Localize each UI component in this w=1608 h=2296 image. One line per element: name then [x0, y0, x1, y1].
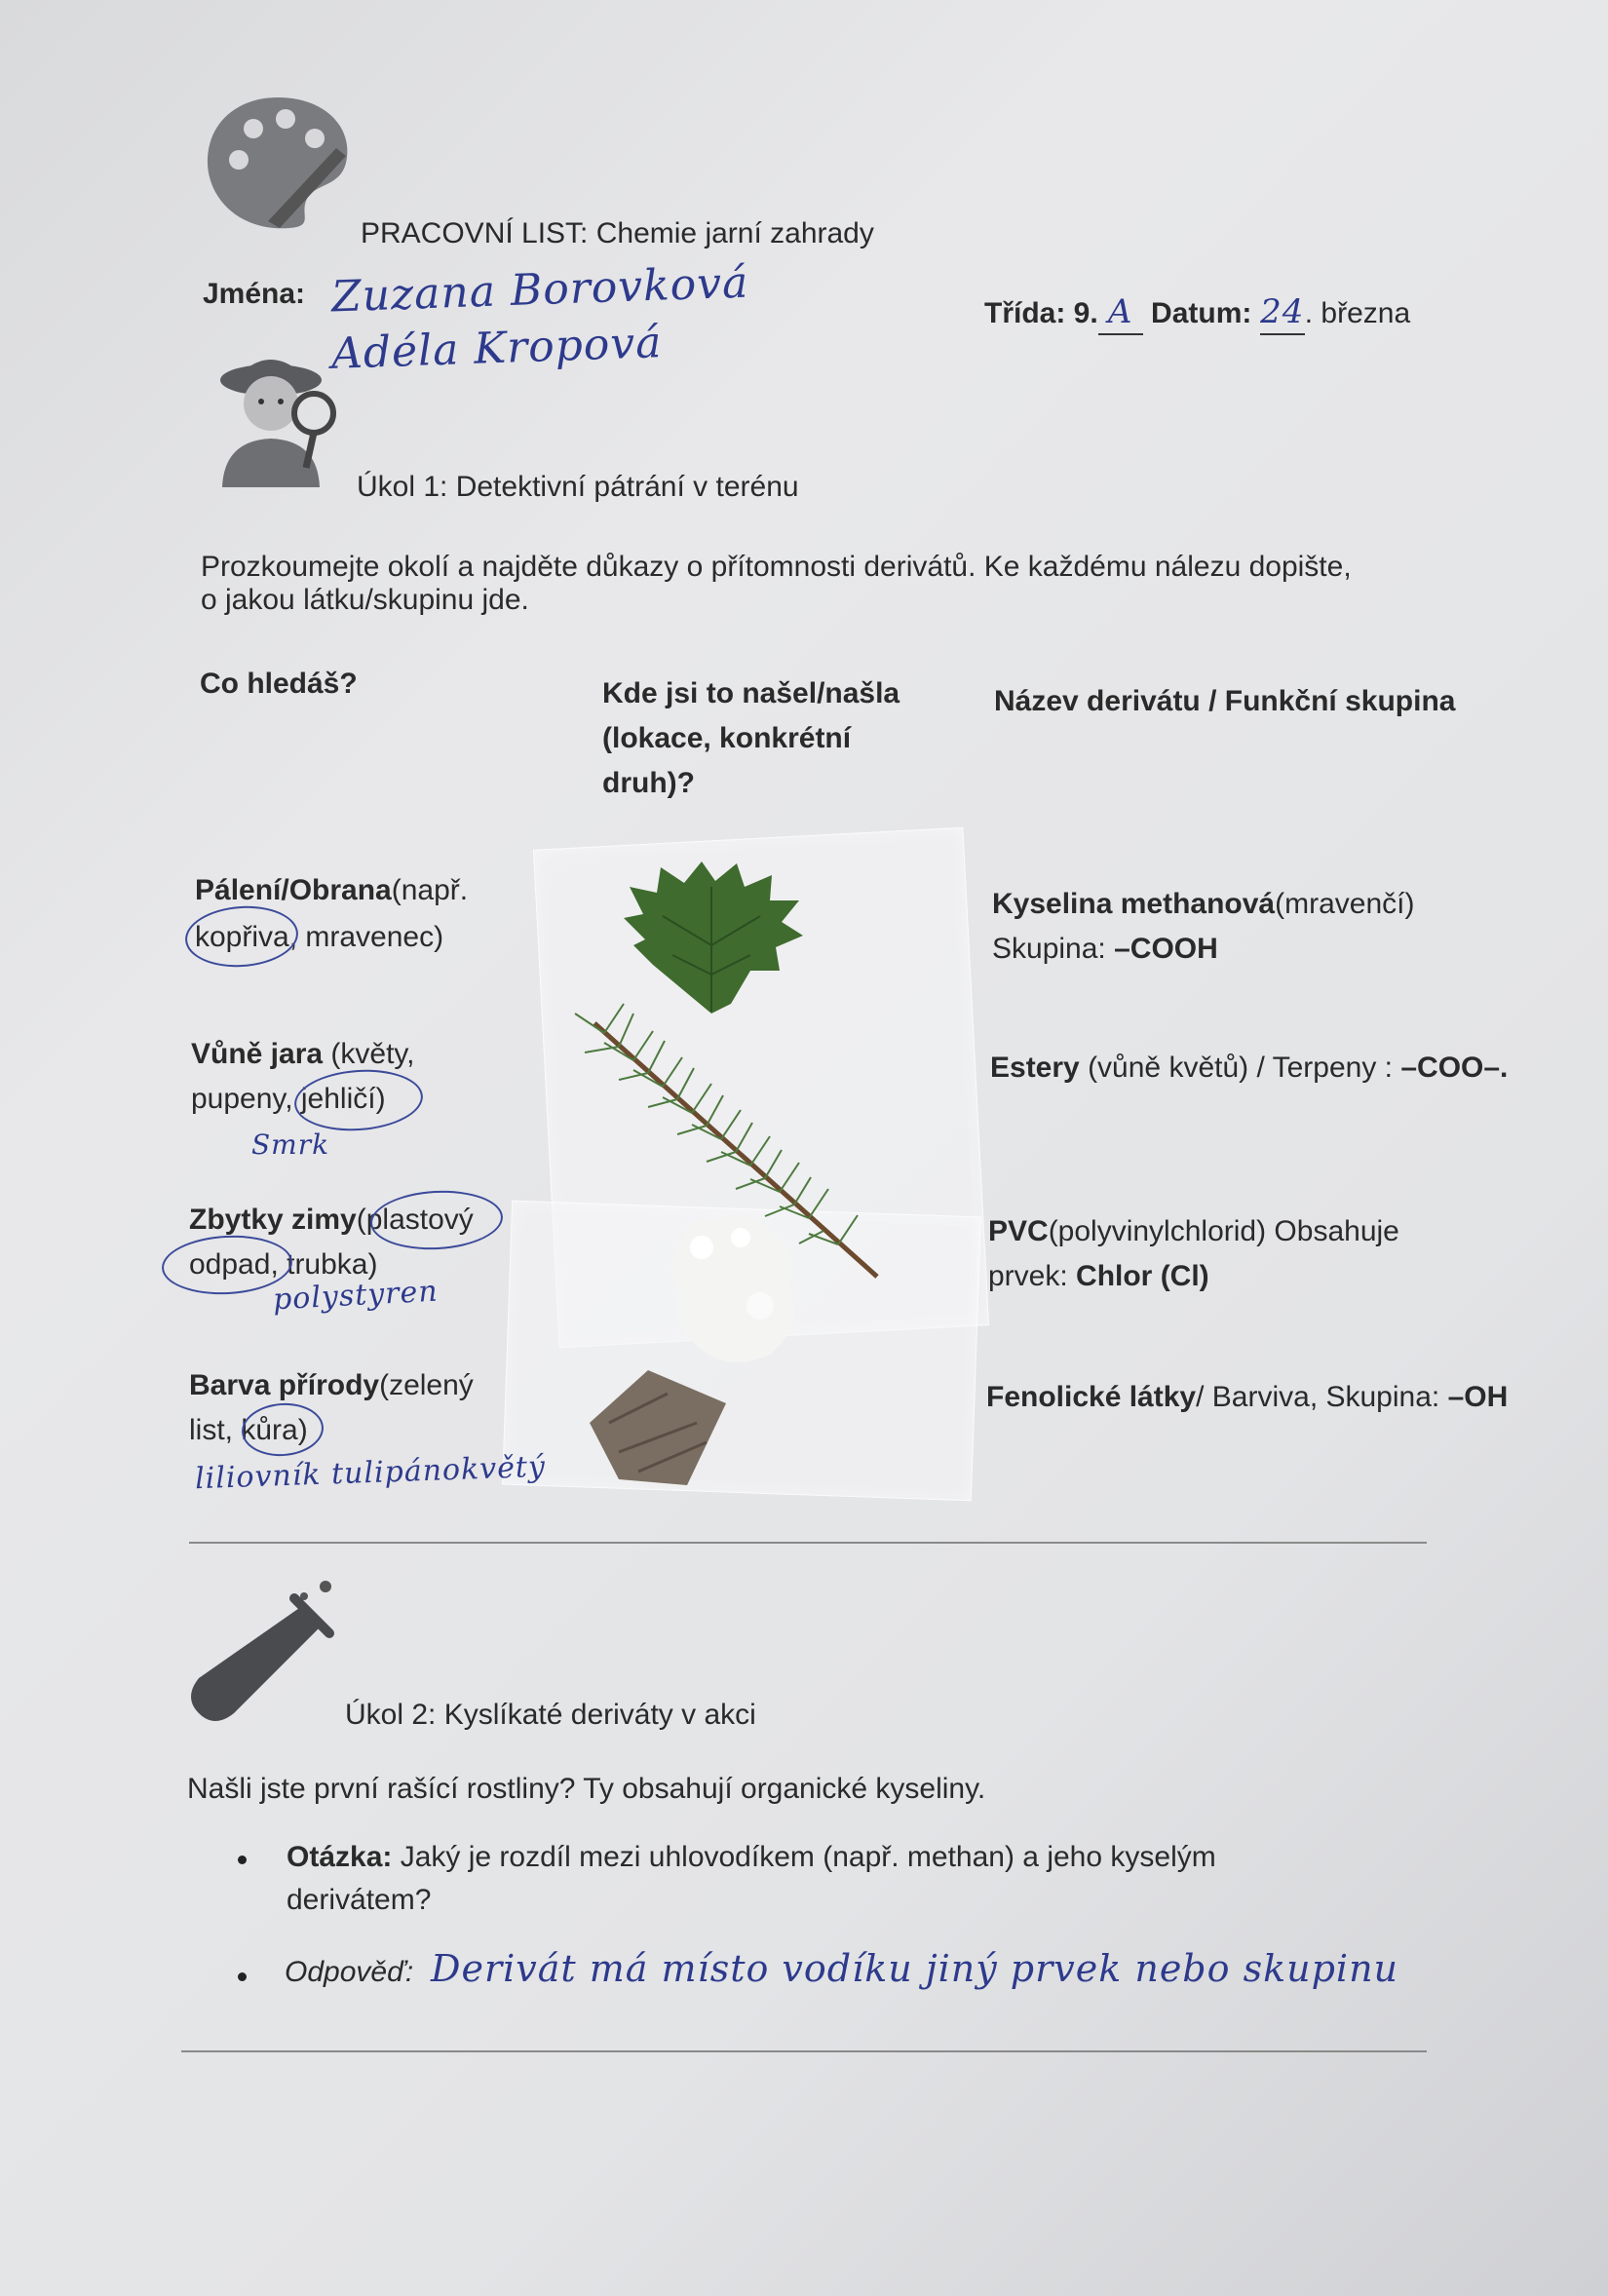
row1-derivative-line1: Kyselina methanová(mravenčí) [992, 888, 1415, 920]
row4-what-line1: Barva přírody(zelený [189, 1369, 474, 1401]
row3-derivative-line2: prvek: Chlor (Cl) [988, 1260, 1209, 1292]
circle-mark [369, 1187, 505, 1252]
bullet [238, 1856, 247, 1864]
col-header-where-2: (lokace, konkrétní [602, 722, 852, 754]
date-value: 24 [1260, 290, 1305, 335]
col-header-where-3: druh)? [602, 767, 695, 799]
worksheet-title: PRACOVNÍ LIST: Chemie jarní zahrady [361, 217, 874, 249]
row4-what-line2: list, kůra) [189, 1414, 308, 1446]
task1-instructions-2: o jakou látku/skupinu jde. [201, 584, 529, 616]
palette-icon [200, 90, 356, 231]
row2-what-line1: Vůně jara (květy, [191, 1038, 415, 1070]
row1-derivative-line2: Skupina: –COOH [992, 933, 1218, 965]
row3-derivative-line1: PVC(polyvinylchlorid) Obsahuje [988, 1215, 1399, 1247]
row3-handwritten: polystyren [272, 1274, 440, 1318]
row2-what-line2: pupeny, jehličí) [191, 1083, 386, 1115]
task2-title: Úkol 2: Kyslíkaté deriváty v akci [345, 1699, 756, 1731]
row2-derivative: Estery (vůně květů) / Terpeny : –COO–. [990, 1052, 1509, 1084]
col-header-derivative: Název derivátu / Funkční skupina [994, 685, 1456, 717]
names-handwritten-1: Zuzana Borovková [330, 257, 750, 323]
row4-derivative: Fenolické látky/ Barviva, Skupina: –OH [986, 1381, 1509, 1413]
row1-what-line2: kopřiva, mravenec) [195, 921, 444, 953]
task1-title: Úkol 1: Detektivní pátrání v terénu [357, 471, 799, 503]
polystyrene-specimen [663, 1208, 809, 1374]
col-header-what: Co hledáš? [200, 668, 358, 700]
names-label: Jména: [203, 278, 306, 310]
question: Otázka: Jaký je rozdíl mezi uhlovodíkem (např. methan) a jeho kyselým [287, 1841, 1216, 1873]
circle-mark [292, 1065, 425, 1134]
names-handwritten-2: Adéla Kropová [330, 318, 664, 379]
row4-handwritten: liliovník tulipánokvětý [194, 1449, 547, 1497]
class-value: A [1098, 290, 1143, 335]
divider [189, 1542, 1427, 1544]
divider [181, 2050, 1427, 2052]
row3-what-line2: odpad, trubka) [189, 1248, 378, 1281]
answer-handwritten: Derivát má místo vodíku jiný prvek nebo skupinu [431, 1947, 1399, 1990]
answer-label: Odpověď: [285, 1956, 414, 1988]
bark-specimen [580, 1364, 736, 1491]
test-tube-icon [185, 1577, 341, 1723]
class-field [984, 290, 1410, 335]
circle-mark [183, 902, 300, 971]
row1-what-line1: Pálení/Obrana(např. [195, 874, 469, 906]
task1-instructions-1: Prozkoumejte okolí a najděte důkazy o přítomnosti derivátů. Ke každému nálezu dopište, [201, 551, 1352, 583]
date-label: Datum: [1151, 297, 1252, 329]
detective-icon [205, 343, 351, 487]
class-label: Třída: 9. [984, 297, 1098, 329]
question-line2: derivátem? [287, 1884, 432, 1916]
col-header-where-1: Kde jsi to našel/našla [602, 677, 900, 709]
date-suffix: . března [1304, 297, 1411, 329]
row3-what-line1: Zbytky zimy(plastový [189, 1204, 474, 1236]
bullet [238, 1972, 247, 1981]
task2-intro: Našli jste první rašící rostliny? Ty obsahují organické kyseliny. [187, 1773, 986, 1805]
row2-handwritten: Smrk [251, 1129, 330, 1161]
